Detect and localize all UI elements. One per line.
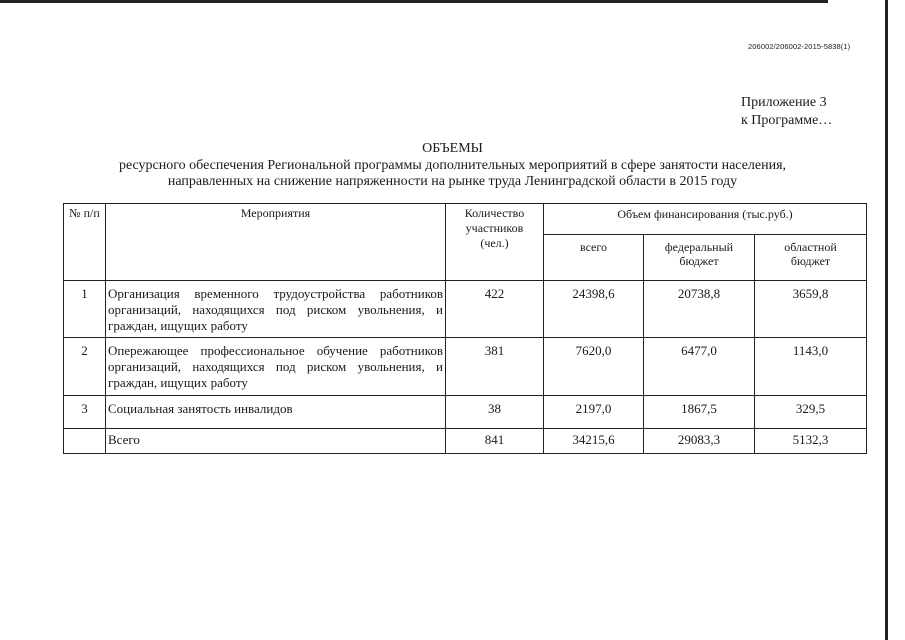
header-funding bbox=[544, 204, 867, 235]
cell-event: Всего bbox=[106, 429, 446, 454]
cell-federal: 29083,3 bbox=[644, 429, 755, 454]
header-num-label: № п/п bbox=[69, 206, 100, 220]
table-row bbox=[64, 338, 867, 396]
cell-num: 1 bbox=[64, 281, 106, 338]
cell-federal: 1867,5 bbox=[644, 396, 755, 429]
header-num bbox=[64, 204, 106, 281]
cell-num: 3 bbox=[64, 396, 106, 429]
cell-event: Социальная занятость инвалидов bbox=[106, 396, 446, 429]
cell-federal: 20738,8 bbox=[644, 281, 755, 338]
cell-regional: 3659,8 bbox=[755, 281, 867, 338]
appendix-line-1: Приложение 3 bbox=[741, 95, 827, 110]
cell-regional: 1143,0 bbox=[755, 338, 867, 396]
header-events bbox=[106, 204, 446, 281]
document-subtitle-line-2: направленных на снижение напряженности на рынке труда Ленинградской области в 2015 году bbox=[167, 174, 738, 189]
cell-participants: 422 bbox=[446, 281, 544, 338]
top-border-line bbox=[0, 0, 828, 3]
right-border-line bbox=[885, 0, 888, 640]
table-row bbox=[64, 396, 867, 429]
document-title: ОБЪЕМЫ bbox=[422, 141, 483, 156]
cell-total: 24398,6 bbox=[544, 281, 644, 338]
header-participants bbox=[446, 204, 544, 281]
header-participants-label: Количество участников (чел.) bbox=[464, 206, 525, 250]
cell-regional: 329,5 bbox=[755, 396, 867, 429]
header-total bbox=[544, 235, 644, 281]
cell-total: 7620,0 bbox=[544, 338, 644, 396]
cell-total: 34215,6 bbox=[544, 429, 644, 454]
cell-regional: 5132,3 bbox=[755, 429, 867, 454]
cell-num bbox=[64, 429, 106, 454]
appendix-line-2: к Программе… bbox=[741, 113, 833, 128]
header-events-label: Мероприятия bbox=[240, 206, 311, 220]
header-regional-label: областной бюджет bbox=[784, 240, 837, 268]
table-row-total bbox=[64, 429, 867, 454]
cell-num: 2 bbox=[64, 338, 106, 396]
header-federal bbox=[644, 235, 755, 281]
table-header-row bbox=[64, 204, 867, 235]
cell-participants: 381 bbox=[446, 338, 544, 396]
cell-total: 2197,0 bbox=[544, 396, 644, 429]
cell-participants: 38 bbox=[446, 396, 544, 429]
document-subtitle-line-1: ресурсного обеспечения Региональной программы дополнительных мероприятий в сфере занятости населения, bbox=[118, 158, 787, 173]
table-row bbox=[64, 281, 867, 338]
header-regional bbox=[755, 235, 867, 281]
header-funding-label: Объем финансирования (тыс.руб.) bbox=[617, 207, 793, 221]
header-federal-label: федеральный бюджет bbox=[664, 240, 734, 268]
cell-event: Организация временного трудоустройства работников организаций, находящихся под риском увольнения, и граждан, ищущих работу bbox=[106, 281, 446, 338]
header-total-label: всего bbox=[579, 240, 608, 254]
funding-table bbox=[63, 203, 867, 454]
document-id: 206002/206002-2015-5838(1) bbox=[748, 42, 851, 51]
appendix-note bbox=[741, 94, 832, 130]
cell-federal: 6477,0 bbox=[644, 338, 755, 396]
cell-event: Опережающее профессиональное обучение работников организаций, находящихся под риском увольнения, и граждан, ищущих работу bbox=[106, 338, 446, 396]
cell-participants: 841 bbox=[446, 429, 544, 454]
